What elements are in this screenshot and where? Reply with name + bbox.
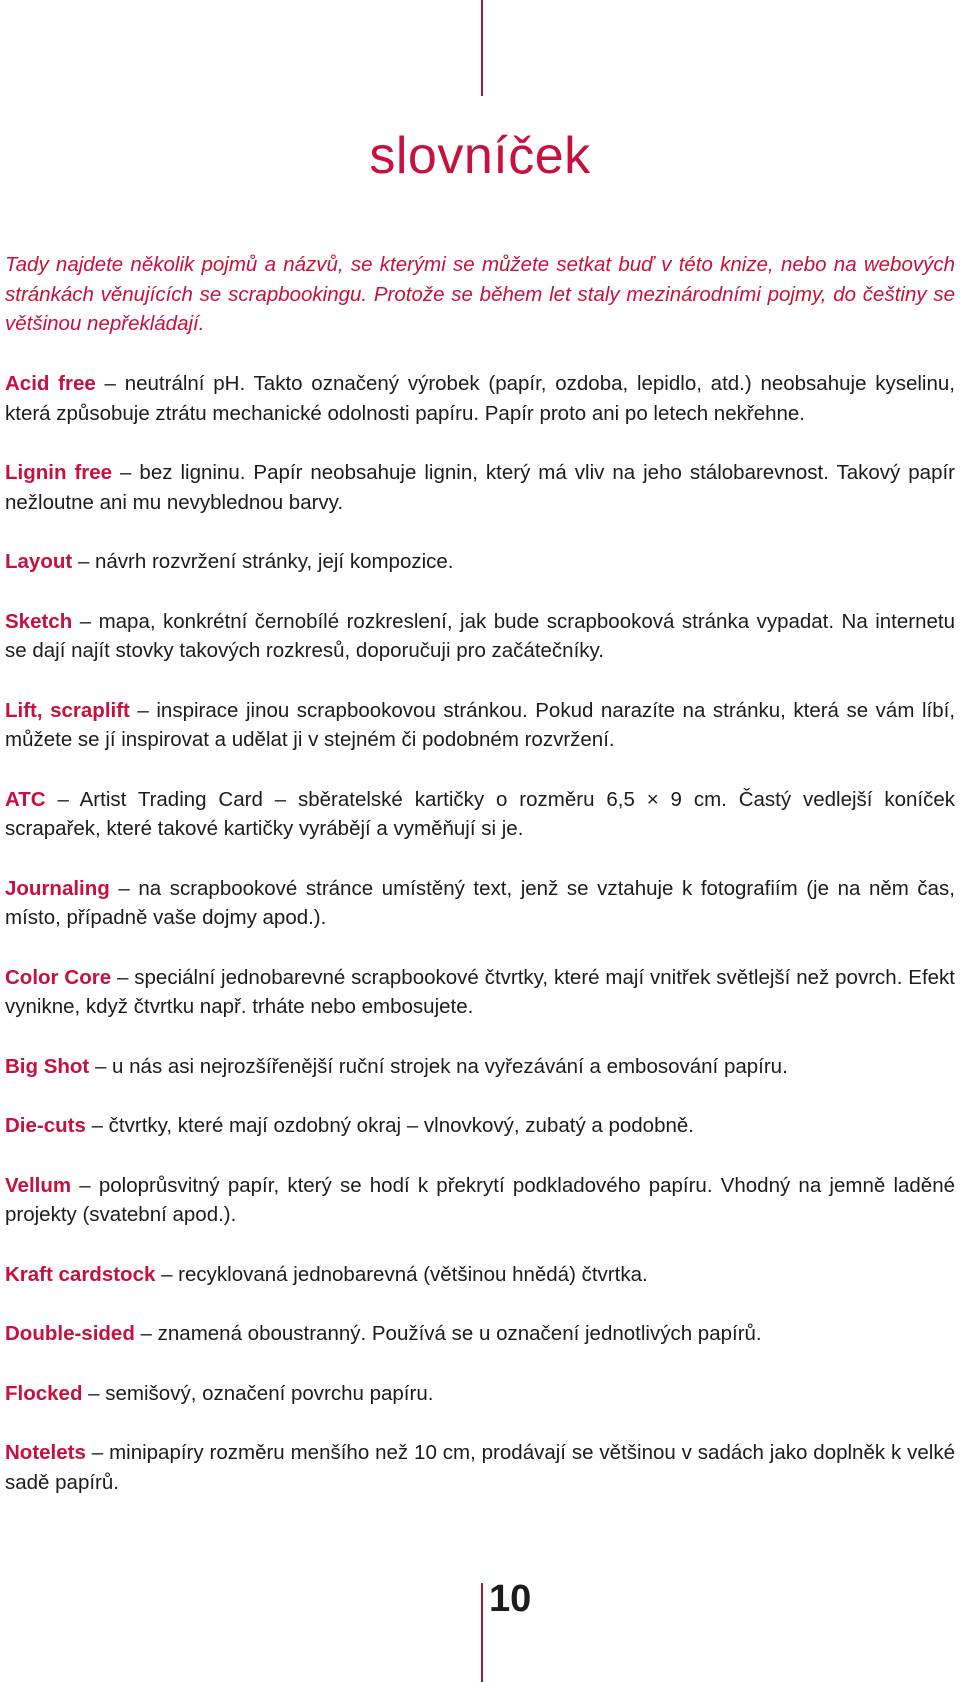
- glossary-entry: [5, 1052, 955, 1082]
- glossary-definition: – mapa, konkrétní černobílé rozkreslení, jak bude scrapbooková stránka vypadat. Na internetu se dají najít stovky takových rozkresů, doporučuji pro začátečníky.: [5, 609, 955, 662]
- glossary-term: Lignin free: [5, 461, 113, 484]
- glossary-term: Journaling: [5, 876, 110, 900]
- glossary-entry: [5, 1438, 955, 1497]
- glossary-term: Lift, scraplift: [5, 698, 130, 722]
- glossary-entry: [5, 963, 955, 1022]
- top-divider-line: [481, 0, 483, 96]
- glossary-term: Sketch: [5, 609, 73, 633]
- glossary-term: Big Shot: [5, 1054, 90, 1078]
- glossary-definition: – recyklovaná jednobarevná (většinou hnědá) čtvrtka.: [155, 1262, 648, 1286]
- page-number: 10: [489, 1578, 532, 1620]
- glossary-term: Acid free: [5, 372, 96, 395]
- glossary-definition: – u nás asi nejrozšířenější ruční strojek na vyřezávání a embosování papíru.: [89, 1054, 788, 1078]
- glossary-entry: [5, 1319, 955, 1349]
- glossary-entry: [5, 547, 955, 577]
- glossary-entry: [5, 1111, 955, 1141]
- glossary-entry: [5, 369, 955, 428]
- glossary-entry: [5, 785, 955, 844]
- glossary-term: Vellum: [5, 1173, 72, 1197]
- glossary-definition: – bez ligninu. Papír neobsahuje lignin, který má vliv na jeho stálobarevnost. Takový papír nežloutne ani mu nevyblednou barvy.: [5, 461, 955, 514]
- glossary-entry: [5, 696, 955, 755]
- glossary-definition: – poloprůsvitný papír, který se hodí k překrytí podkladového papíru. Vhodný na jemně laděné projekty (svatební apod.).: [5, 1173, 955, 1226]
- glossary-definition: – čtvrtky, které mají ozdobný okraj – vlnovkový, zubatý a podobně.: [85, 1114, 694, 1137]
- glossary-term: ATC: [5, 787, 46, 811]
- glossary-entry: [5, 1260, 955, 1290]
- glossary-entry: [5, 607, 955, 666]
- page-title: slovníček: [369, 127, 591, 185]
- glossary-definition: – semišový, označení povrchu papíru.: [82, 1381, 434, 1405]
- glossary-term: Layout: [5, 550, 73, 573]
- glossary-term: Die-cuts: [5, 1114, 86, 1137]
- intro-paragraph: Tady najdete několik pojmů a názvů, se kterými se můžete setkat buď v této knize, nebo na webových stránkách věnujících se scrapbookingu. Protože se během let staly mezinárodními pojmy, do češtiny se většinou nepřekládají.: [5, 253, 955, 335]
- glossary-definition: – návrh rozvržení stránky, její kompozice.: [72, 550, 454, 573]
- glossary-definition: – na scrapbookové stránce umístěný text, jenž se vztahuje k fotografiím (je na něm čas, místo, případně vaše dojmy apod.).: [5, 876, 955, 929]
- glossary-definition: – znamená oboustranný. Používá se u označení jednotlivých papírů.: [134, 1322, 762, 1345]
- glossary-term: Double-sided: [5, 1322, 135, 1345]
- glossary-definition: – minipapíry rozměru menšího než 10 cm, prodávají se většinou v sadách jako doplněk k velké sadě papírů.: [5, 1441, 955, 1494]
- glossary-term: Notelets: [5, 1441, 86, 1464]
- glossary-entry: [5, 1171, 955, 1230]
- glossary-definition: – inspirace jinou scrapbookovou stránkou. Pokud narazíte na stránku, která se vám líbí, můžete se jí inspirovat a udělat ji v stejném či podobném rozvržení.: [5, 698, 956, 751]
- glossary-term: Color Core: [5, 965, 112, 989]
- glossary-term: Kraft cardstock: [5, 1262, 156, 1286]
- glossary-list: [5, 369, 955, 1527]
- glossary-definition: – speciální jednobarevné scrapbookové čtvrtky, které mají vnitřek světlejší než povrch. Efekt vynikne, když čtvrtku např. trháte nebo embosujete.: [5, 965, 955, 1018]
- glossary-entry: [5, 874, 955, 933]
- glossary-entry: [5, 458, 955, 517]
- glossary-term: Flocked: [5, 1381, 83, 1405]
- glossary-definition: – neutrální pH. Takto označený výrobek (papír, ozdoba, lepidlo, atd.) neobsahuje kyselinu, která způsobuje ztrátu mechanické odolnosti papíru. Papír proto ani po letech nekřehne.: [5, 372, 955, 425]
- glossary-entry: [5, 1379, 955, 1409]
- bottom-divider-line: [481, 1583, 483, 1682]
- glossary-definition: – Artist Trading Card – sběratelské kartičky o rozměru 6,5 × 9 cm. Častý vedlejší koníček scrapařek, které takové kartičky vyrábějí a vyměňují si je.: [5, 787, 955, 840]
